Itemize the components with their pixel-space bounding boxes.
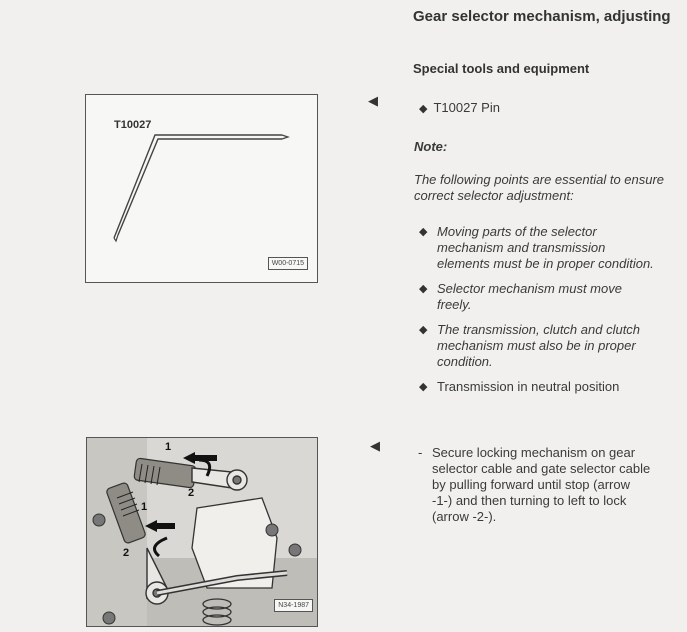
note-heading: Note: bbox=[414, 139, 448, 154]
figure-pin-tool bbox=[85, 94, 318, 283]
arrow-pointer-icon: ◀ bbox=[370, 438, 380, 453]
list-item-text: Moving parts of the selector mechanism and transmission elements must be in proper condition. bbox=[437, 224, 654, 271]
list-item bbox=[419, 379, 659, 395]
list-item-text: Selector mechanism must move freely. bbox=[437, 281, 622, 312]
list-item bbox=[419, 322, 659, 370]
diamond-bullet-icon: ◆ bbox=[419, 324, 428, 336]
step-dash: - bbox=[418, 445, 423, 460]
diamond-bullet-icon: ◆ bbox=[419, 103, 428, 115]
diamond-bullet-icon: ◆ bbox=[419, 381, 428, 393]
tool-item-text: T10027 Pin bbox=[433, 100, 500, 115]
list-item bbox=[419, 281, 659, 313]
callout-2-top: 2 bbox=[188, 487, 195, 499]
procedure-step bbox=[418, 445, 653, 525]
callout-1-left: 1 bbox=[141, 501, 148, 513]
callout-1-top: 1 bbox=[165, 441, 172, 453]
requirements-list bbox=[419, 224, 659, 404]
figure-code: N34-1987 bbox=[274, 599, 313, 612]
figure-tool-label: T10027 bbox=[114, 119, 152, 131]
diamond-bullet-icon: ◆ bbox=[419, 283, 428, 295]
list-item-text: The transmission, clutch and clutch mechanism must also be in proper condition. bbox=[437, 322, 641, 369]
step-text: Secure locking mechanism on gear selector cable and gate selector cable by pulling forward until stop (arrow -1-) and then turning to left to lock (arrow -2-). bbox=[432, 445, 651, 524]
list-item bbox=[419, 224, 659, 272]
section-title: Gear selector mechanism, adjusting bbox=[413, 8, 671, 25]
special-tools-heading: Special tools and equipment bbox=[413, 61, 590, 76]
note-text: The following points are essential to ensure correct selector adjustment: bbox=[414, 172, 665, 203]
diamond-bullet-icon: ◆ bbox=[419, 226, 428, 238]
callout-2-left: 2 bbox=[123, 547, 130, 559]
arrow-pointer-icon: ◀ bbox=[368, 93, 378, 108]
list-item-text: Transmission in neutral position bbox=[437, 379, 620, 394]
figure-selector-mechanism bbox=[86, 437, 318, 627]
tool-item bbox=[419, 100, 500, 115]
figure-code: W00-0715 bbox=[268, 257, 308, 270]
